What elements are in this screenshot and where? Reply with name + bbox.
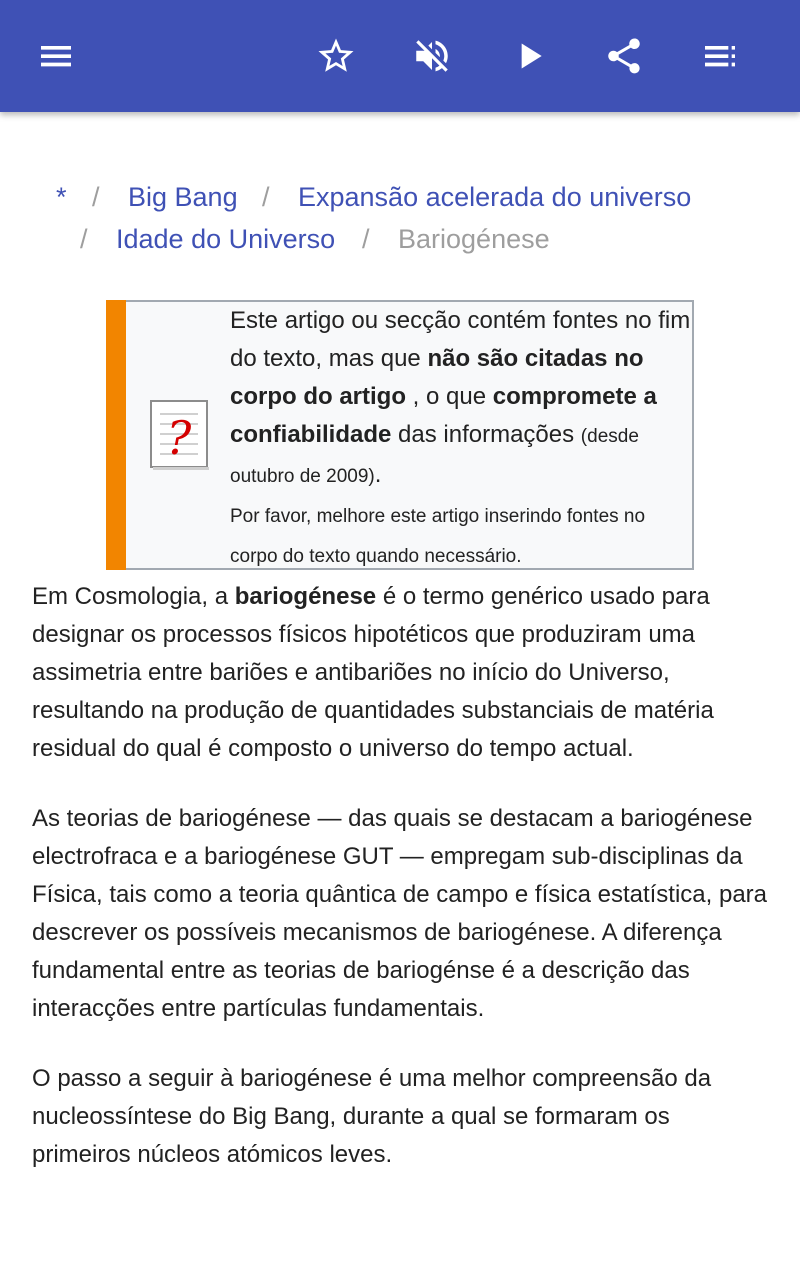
article-paragraph: O passo a seguir à bariogénese é uma melhor compreensão da nucleossíntese do Big Bang, durante a qual se formaram os primeiros núcleos atómicos leves.	[32, 1065, 712, 1168]
question-document-icon	[148, 398, 210, 472]
breadcrumb-item-idade[interactable]: Idade do Universo	[116, 224, 336, 254]
play-icon[interactable]	[502, 28, 558, 84]
notice-text-part3: das informações	[398, 421, 575, 448]
breadcrumb-separator: /	[92, 182, 100, 212]
notice-bold-reliability: compromete a confiabilidade	[230, 383, 657, 448]
paragraph-text: Em Cosmologia, a	[32, 583, 229, 610]
notice-text-part2: , o que	[412, 383, 487, 410]
share-icon[interactable]	[596, 28, 652, 84]
article-body	[32, 578, 772, 1174]
volume-off-icon[interactable]	[404, 28, 460, 84]
article-term: bariogénese	[234, 583, 377, 610]
breadcrumb-root-link[interactable]: *	[56, 182, 67, 212]
breadcrumb-current: Bariogénese	[398, 224, 550, 254]
svg-text:?: ?	[166, 411, 192, 465]
notice-request: Por favor, melhore este artigo inserindo fontes no corpo do texto quando necessário.	[230, 506, 646, 567]
breadcrumb-item-expansao[interactable]: Expansão acelerada do universo	[298, 182, 692, 212]
notice-bold-not-cited: não são citadas no corpo do artigo	[230, 345, 644, 410]
menu-icon[interactable]	[28, 28, 84, 84]
breadcrumb-separator: /	[262, 182, 270, 212]
notice-text-part1: Este artigo ou secção contém fontes no fim do texto, mas que	[230, 307, 691, 372]
breadcrumb-item-big-bang[interactable]: Big Bang	[128, 182, 238, 212]
notice-text	[230, 302, 692, 576]
article-paragraph	[32, 578, 772, 768]
notice-date: (desde outubro de 2009)	[230, 426, 639, 487]
app-bar	[0, 0, 800, 112]
list-icon[interactable]	[692, 28, 748, 84]
notice-accent-stripe	[106, 300, 126, 570]
citation-notice-box	[106, 300, 694, 570]
breadcrumb-separator: /	[362, 224, 370, 254]
paragraph-text: é o termo genérico usado para designar os processos físicos hipotéticos que produziram uma assimetria entre bariões e antibariões no início do Universo, resultando na produção de quantidades substanciais de matéria residual do qual é composto o universo do tempo actual.	[32, 583, 714, 762]
article-paragraph: As teorias de bariogénese — das quais se destacam a bariogénese electrofraca e a bariogénese GUT — empregam sub-disciplinas da Física, tais como a teoria quântica de campo e física estatística, para descrever os possíveis mecanismos de bariogénese. A diferença fundamental entre as teorias de bariogénse é a descrição das interacções entre partículas fundamentais.	[32, 805, 768, 1022]
star-outline-icon[interactable]	[308, 28, 364, 84]
notice-text-part4: .	[374, 461, 382, 488]
breadcrumb-separator: /	[80, 224, 88, 254]
